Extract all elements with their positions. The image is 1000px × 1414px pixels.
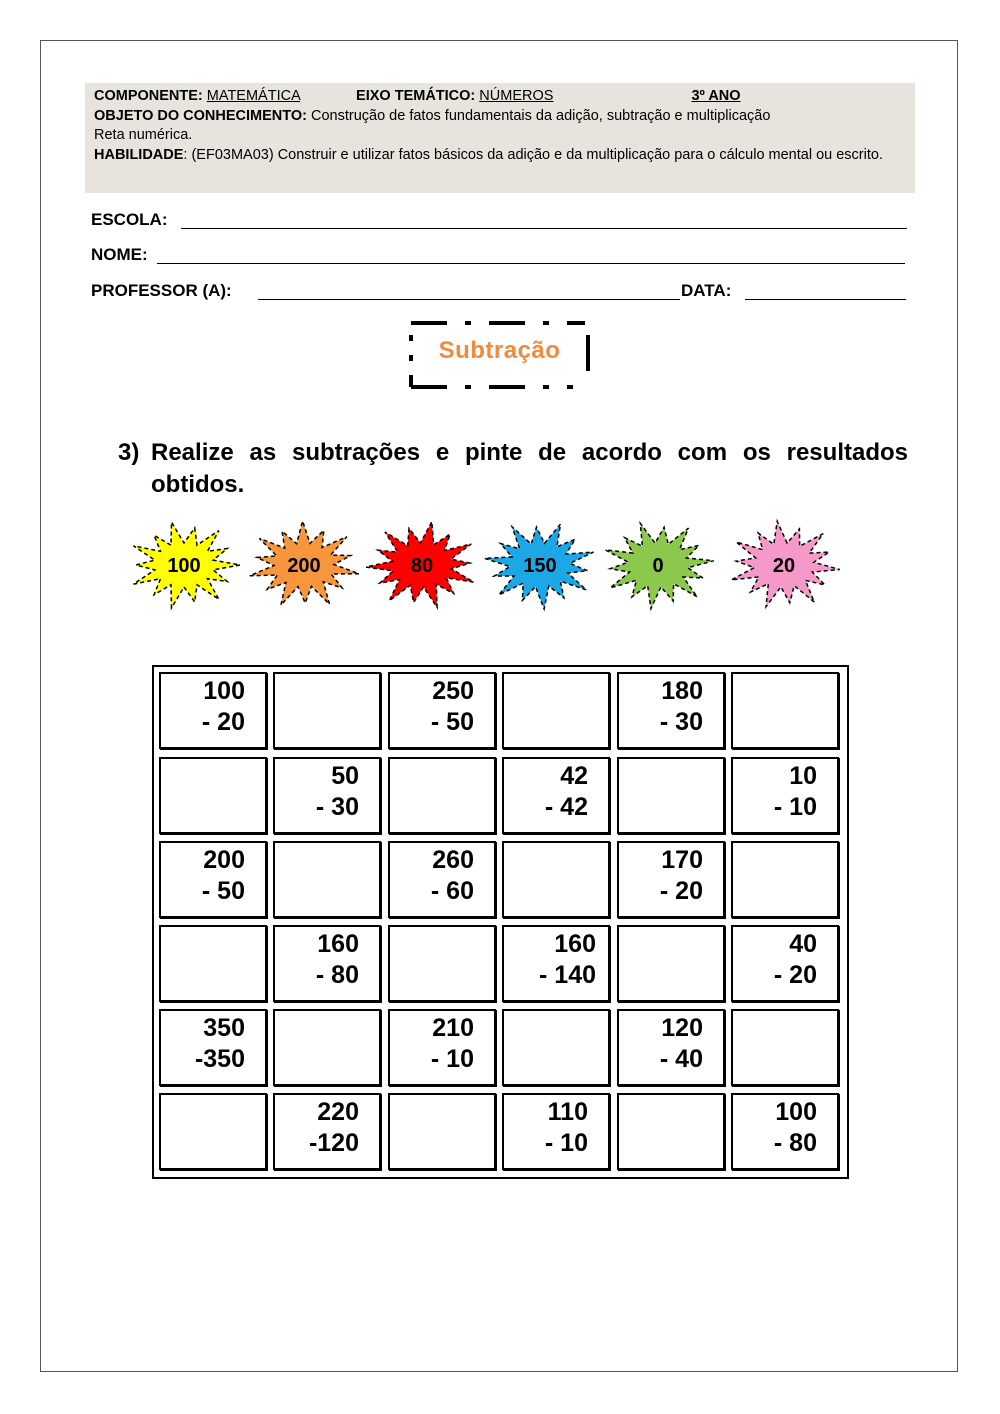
- grid-cell[interactable]: [273, 925, 381, 1002]
- grid-cell[interactable]: [388, 672, 496, 749]
- grid-cell[interactable]: [617, 841, 725, 918]
- question-number: 3): [118, 439, 140, 466]
- grid-cell[interactable]: [731, 672, 839, 749]
- grid-cell[interactable]: [731, 925, 839, 1002]
- subtraction-expression: 110 - 10: [544, 1098, 588, 1157]
- grid-cell[interactable]: [159, 757, 267, 834]
- componente-value: MATEMÁTICA: [206, 88, 300, 104]
- objeto-line2: Reta numérica.: [94, 127, 193, 143]
- legend-value: 80: [410, 555, 434, 577]
- legend-value: 150: [523, 555, 557, 577]
- componente-label: COMPONENTE:: [94, 88, 203, 104]
- subtraction-expression: 160 - 80: [315, 930, 359, 989]
- grid-cell[interactable]: [273, 757, 381, 834]
- header-row-1: [94, 87, 906, 107]
- grid-cell[interactable]: [273, 841, 381, 918]
- header-info-box: [85, 83, 915, 193]
- data-label: DATA:: [681, 281, 732, 300]
- grid-cell[interactable]: [617, 1093, 725, 1170]
- ano-label: 3º ANO: [691, 88, 741, 104]
- grid-cell[interactable]: [731, 1093, 839, 1170]
- question-text: Realize as subtrações e pinte de acordo com os resultados obtidos.: [151, 439, 908, 498]
- grid-cell[interactable]: [617, 1009, 725, 1086]
- grid-cell[interactable]: [273, 1009, 381, 1086]
- subtraction-expression: 10 - 10: [773, 762, 817, 821]
- subtraction-expression: 180 - 30: [659, 677, 703, 736]
- grid-cell[interactable]: [388, 841, 496, 918]
- escola-label: ESCOLA:: [91, 210, 168, 229]
- grid-cell[interactable]: [617, 925, 725, 1002]
- grid-cell[interactable]: [159, 672, 267, 749]
- subtraction-expression: 160 - 140: [539, 930, 596, 989]
- professor-line[interactable]: [258, 299, 680, 300]
- subtraction-expression: 100 - 80: [773, 1098, 817, 1157]
- eixo-value: NÚMEROS: [479, 88, 554, 104]
- professor-label: PROFESSOR (A):: [91, 281, 232, 300]
- grid-cell[interactable]: [502, 1093, 610, 1170]
- grid-cell[interactable]: [731, 841, 839, 918]
- grid-cell[interactable]: [617, 757, 725, 834]
- objeto-label: OBJETO DO CONHECIMENTO:: [94, 107, 307, 124]
- header-row-2: [94, 107, 906, 127]
- legend-value: 0: [652, 555, 664, 577]
- objeto-value: Construção de fatos fundamentais da adição, subtração e multiplicação: [311, 107, 771, 124]
- grid-cell[interactable]: [731, 757, 839, 834]
- nome-label: NOME:: [91, 245, 148, 264]
- habilidade-value: : (EF03MA03) Construir e utilizar fatos básicos da adição e da multiplicação para o cálculo mental ou escrito.: [183, 146, 883, 163]
- grid-cell[interactable]: [159, 925, 267, 1002]
- grid-cell[interactable]: [388, 757, 496, 834]
- grid-cell[interactable]: [159, 841, 267, 918]
- grid-cell[interactable]: [617, 672, 725, 749]
- grid-cell[interactable]: [273, 672, 381, 749]
- data-line[interactable]: [745, 299, 906, 300]
- legend-value: 100: [167, 555, 201, 577]
- grid-cell[interactable]: [388, 1009, 496, 1086]
- grid-cell[interactable]: [502, 672, 610, 749]
- escola-line[interactable]: [181, 228, 907, 229]
- grid-cell[interactable]: [159, 1093, 267, 1170]
- grid-cell[interactable]: [388, 925, 496, 1002]
- grid-cell[interactable]: [502, 841, 610, 918]
- grid-cell[interactable]: [502, 757, 610, 834]
- subtraction-expression: 42 - 42: [544, 762, 588, 821]
- subtraction-expression: 350 -350: [194, 1014, 245, 1073]
- subtraction-expression: 50 - 30: [315, 762, 359, 821]
- grid-cell[interactable]: [273, 1093, 381, 1170]
- grid-cell[interactable]: [502, 1009, 610, 1086]
- subtraction-expression: 100 - 20: [201, 677, 245, 736]
- eixo-label: EIXO TEMÁTICO:: [356, 88, 476, 104]
- subtraction-expression: 250 - 50: [430, 677, 474, 736]
- subtraction-expression: 200 - 50: [201, 846, 245, 905]
- grid-cell[interactable]: [388, 1093, 496, 1170]
- legend-value: 20: [772, 555, 796, 577]
- grid-cell[interactable]: [159, 1009, 267, 1086]
- worksheet-title: Subtração: [438, 337, 561, 364]
- grid-cell[interactable]: [502, 925, 610, 1002]
- grid-cell[interactable]: [731, 1009, 839, 1086]
- nome-line[interactable]: [157, 263, 905, 264]
- subtraction-expression: 120 - 40: [659, 1014, 703, 1073]
- header-row-habilidade: [94, 146, 906, 166]
- habilidade-label: HABILIDADE: [94, 146, 184, 163]
- subtraction-expression: 170 - 20: [659, 846, 703, 905]
- legend-value: 200: [287, 555, 321, 577]
- subtraction-expression: 40 - 20: [773, 930, 817, 989]
- subtraction-expression: 210 - 10: [430, 1014, 474, 1073]
- title-frame: [409, 321, 590, 389]
- subtraction-expression: 260 - 60: [430, 846, 474, 905]
- subtraction-expression: 220 -120: [308, 1098, 359, 1157]
